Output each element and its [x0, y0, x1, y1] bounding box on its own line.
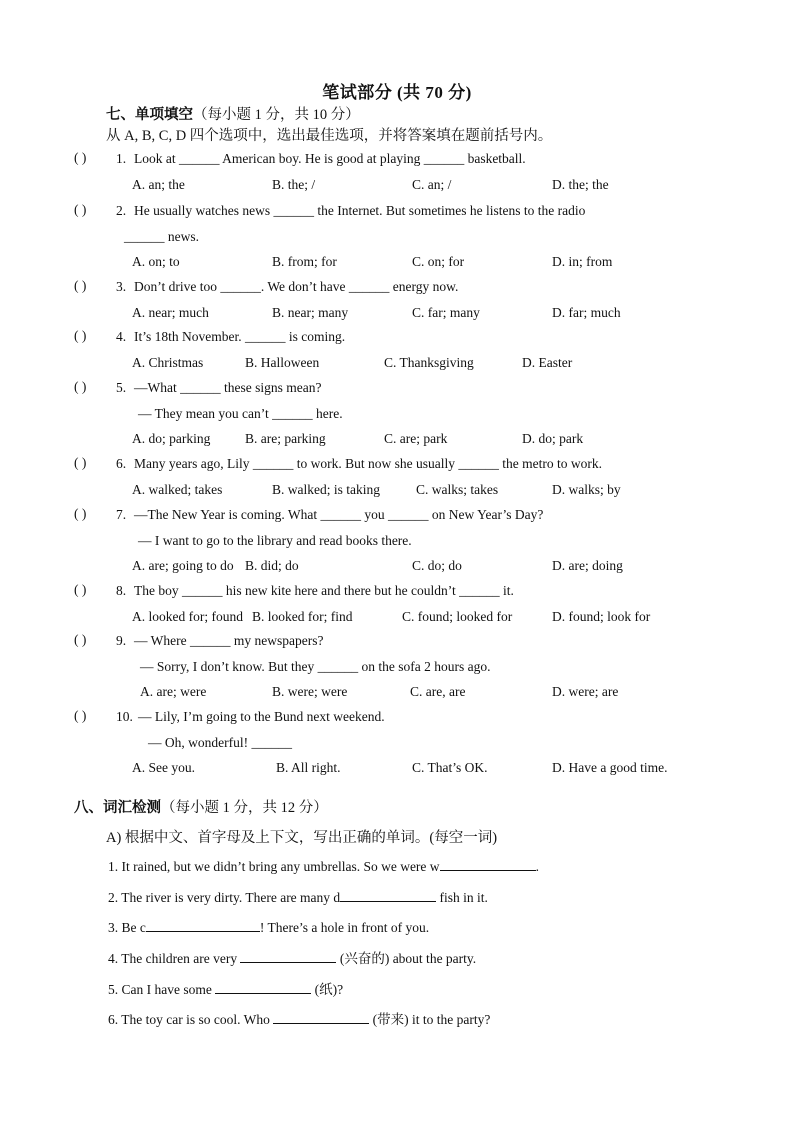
option-c: C. walks; takes: [416, 481, 499, 497]
answer-bracket[interactable]: ( ): [74, 379, 87, 394]
question-stem: The boy ______ his new kite here and there but he couldn’t ______ it.: [134, 583, 514, 598]
answer-blank[interactable]: [240, 950, 336, 963]
option-c: C. do; do: [412, 558, 462, 573]
option-a: A. are; were: [140, 684, 207, 699]
section-7-heading: 七、单项填空: [106, 107, 193, 123]
vocab-text-after: (纸)?: [311, 982, 344, 997]
question-number: 6.: [116, 456, 127, 471]
answer-bracket[interactable]: ( ): [74, 708, 87, 723]
option-d: D. Have a good time.: [552, 760, 668, 775]
section-8-subheading: A) 根据中文、首字母及上下文，写出正确的单词。(每空一词): [106, 830, 498, 846]
question-stem: —What ______ these signs mean?: [134, 380, 322, 395]
answer-blank[interactable]: [273, 1011, 369, 1024]
question-stem: — Oh, wonderful! ______: [148, 734, 292, 750]
option-c: C. far; many: [412, 304, 480, 320]
question-stem: Don’t drive too ______. We don’t have ______ energy now.: [134, 279, 459, 294]
vocab-text-before: 6. The toy car is so cool. Who: [108, 1012, 274, 1027]
section-7-score: （每小题 1 分，共 10 分）: [193, 107, 360, 123]
option-d: D. Easter: [522, 354, 573, 370]
vocab-text-before: 5. Can I have some: [108, 982, 216, 997]
question-number: 5.: [116, 380, 127, 395]
option-a: A. looked for; found: [132, 608, 243, 624]
question-stem: It’s 18th November. ______ is coming.: [134, 329, 346, 344]
option-b: B. All right.: [276, 760, 341, 775]
answer-bracket[interactable]: ( ): [74, 150, 87, 165]
page-title: 笔试部分 (共 70 分): [322, 83, 472, 102]
answer-blank[interactable]: [340, 889, 436, 902]
option-d: D. found; look for: [552, 608, 651, 624]
section-8-score: （每小题 1 分，共 12 分）: [161, 800, 328, 816]
option-d: D. in; from: [552, 254, 613, 269]
vocab-text-after: (带来) it to the party?: [369, 1012, 491, 1027]
vocab-text-after: (兴奋的) about the party.: [336, 951, 477, 966]
option-a: A. an; the: [132, 176, 185, 192]
question-stem: — They mean you can’t ______ here.: [138, 405, 343, 421]
section-8-header: [74, 796, 328, 817]
option-d: D. far; much: [552, 304, 621, 320]
section-8-heading: 八、词汇检测: [74, 800, 161, 816]
vocab-text-after: ! There’s a hole in front of you.: [259, 920, 430, 935]
answer-blank[interactable]: [440, 858, 536, 871]
option-d: D. the; the: [552, 176, 609, 192]
option-d: D. walks; by: [552, 481, 621, 497]
option-c: C. an; /: [412, 176, 452, 192]
option-b: B. from; for: [272, 254, 337, 269]
option-c: C. are; park: [384, 431, 448, 446]
option-a: A. walked; takes: [132, 481, 223, 497]
question-number: 9.: [116, 633, 127, 648]
question-number: 2.: [116, 203, 127, 218]
question-stem: Many years ago, Lily ______ to work. But now she usually ______ the metro to work.: [134, 456, 602, 471]
answer-blank[interactable]: [146, 919, 260, 932]
question-stem: — Where ______ my newspapers?: [134, 633, 324, 648]
option-b: B. Halloween: [245, 354, 320, 370]
option-a: A. on; to: [132, 254, 180, 269]
answer-bracket[interactable]: ( ): [74, 582, 87, 597]
option-d: D. do; park: [522, 431, 584, 446]
option-d: D. are; doing: [552, 558, 623, 573]
vocab-text-after: fish in it.: [436, 890, 488, 905]
vocab-item: [108, 1011, 490, 1029]
question-stem: He usually watches news ______ the Internet. But sometimes he listens to the radio: [134, 203, 586, 218]
option-a: A. near; much: [132, 304, 209, 320]
vocab-item: [108, 981, 343, 999]
question-stem: — Sorry, I don’t know. But they ______ on the sofa 2 hours ago.: [140, 658, 491, 674]
vocab-text-before: 4. The children are very: [108, 951, 241, 966]
question-stem: —The New Year is coming. What ______ you ______ on New Year’s Day?: [134, 507, 544, 522]
vocab-text-before: 2. The river is very dirty. There are many d: [108, 890, 341, 905]
option-c: C. found; looked for: [402, 608, 513, 624]
answer-bracket[interactable]: ( ): [74, 278, 87, 293]
question-stem: Look at ______ American boy. He is good at playing ______ basketball.: [134, 151, 526, 166]
question-number: 3.: [116, 279, 127, 294]
question-stem: — I want to go to the library and read books there.: [138, 532, 412, 548]
vocab-item: [108, 919, 429, 937]
answer-bracket[interactable]: ( ): [74, 202, 87, 217]
question-stem: ______ news.: [124, 228, 199, 244]
option-b: B. the; /: [272, 176, 316, 192]
vocab-item: [108, 889, 488, 907]
option-a: A. are; going to do: [132, 558, 234, 573]
question-number: 8.: [116, 583, 127, 598]
answer-blank[interactable]: [215, 981, 311, 994]
option-b: B. did; do: [245, 558, 299, 573]
question-number: 1.: [116, 151, 127, 166]
question-number: 10.: [116, 709, 133, 724]
option-c: C. That’s OK.: [412, 760, 488, 775]
option-c: C. are, are: [410, 684, 466, 699]
answer-bracket[interactable]: ( ): [74, 328, 87, 343]
vocab-text-before: 3. Be c: [108, 920, 146, 935]
option-b: B. were; were: [272, 684, 348, 699]
option-c: C. Thanksgiving: [384, 354, 474, 370]
vocab-text-after: .: [535, 859, 539, 874]
option-a: A. do; parking: [132, 431, 211, 446]
section-7-header: [106, 103, 360, 124]
question-number: 4.: [116, 329, 127, 344]
option-b: B. near; many: [272, 304, 349, 320]
option-d: D. were; are: [552, 684, 619, 699]
answer-bracket[interactable]: ( ): [74, 506, 87, 521]
section-7-instruction: 从 A, B, C, D 四个选项中，选出最佳选项，并将答案填在题前括号内。: [106, 128, 553, 144]
option-a: A. See you.: [132, 760, 195, 775]
vocab-text-before: 1. It rained, but we didn’t bring any umbrellas. So we were w: [108, 859, 440, 874]
option-b: B. looked for; find: [252, 608, 353, 624]
option-c: C. on; for: [412, 254, 465, 269]
answer-bracket[interactable]: ( ): [74, 455, 87, 470]
question-stem: — Lily, I’m going to the Bund next weekend.: [138, 709, 385, 724]
option-b: B. are; parking: [245, 431, 326, 446]
answer-bracket[interactable]: ( ): [74, 632, 87, 647]
option-b: B. walked; is taking: [272, 481, 380, 497]
vocab-item: [108, 950, 476, 968]
vocab-item: [108, 858, 539, 876]
question-number: 7.: [116, 507, 127, 522]
option-a: A. Christmas: [132, 354, 204, 370]
